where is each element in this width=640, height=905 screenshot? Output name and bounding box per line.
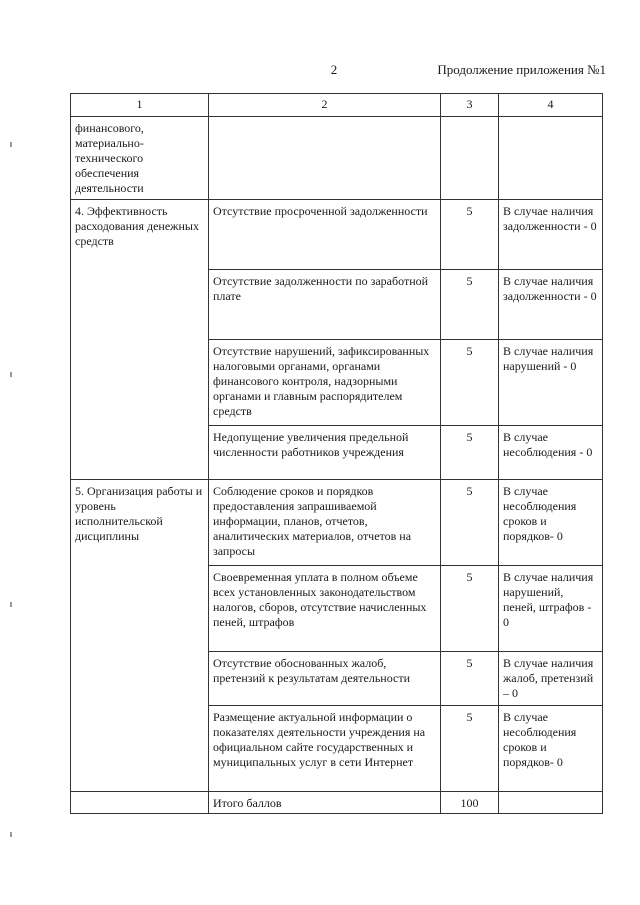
criterion-cell: 5. Организация работы и уровень исполнительской дисциплины: [71, 480, 209, 792]
condition-cell: В случае несоблюдения сроков и порядков- 0: [499, 706, 603, 792]
column-number: 3: [441, 94, 499, 117]
column-number: 1: [71, 94, 209, 117]
criterion-cell: 4. Эффективность расходования денежных средств: [71, 200, 209, 480]
points-cell: 5: [441, 340, 499, 426]
criterion-cell: [71, 792, 209, 814]
condition-cell: В случае наличия нарушений - 0: [499, 340, 603, 426]
condition-cell: В случае наличия задолженности - 0: [499, 270, 603, 340]
continuation-row: [71, 117, 603, 200]
indicator-cell: [209, 117, 441, 200]
condition-cell: [499, 117, 603, 200]
points-cell: 5: [441, 480, 499, 566]
points-cell: 5: [441, 652, 499, 706]
points-cell: 5: [441, 706, 499, 792]
points-cell: [441, 117, 499, 200]
scan-mark: [10, 832, 12, 837]
indicator-cell: Недопущение увеличения предельной численности работников учреждения: [209, 426, 441, 480]
page-number: 2: [330, 62, 338, 77]
condition-cell: В случае несоблюдения сроков и порядков- 0: [499, 480, 603, 566]
condition-cell: [499, 792, 603, 814]
total-row: [71, 792, 603, 814]
indicator-cell: Отсутствие обоснованных жалоб, претензий к результатам деятельности: [209, 652, 441, 706]
scan-mark: [10, 602, 12, 607]
criteria-table: [70, 93, 603, 814]
indicator-cell: Отсутствие просроченной задолженности: [209, 200, 441, 270]
indicator-cell: Своевременная уплата в полном объеме всех установленных законодательством налогов, сборов, отсутствие начисленных пеней, штрафов: [209, 566, 441, 652]
points-cell: 5: [441, 426, 499, 480]
column-number-row: [71, 94, 603, 117]
scan-mark: [10, 142, 12, 147]
table-row: [71, 480, 603, 566]
total-label: Итого баллов: [209, 792, 441, 814]
condition-cell: В случае наличия задолженности - 0: [499, 200, 603, 270]
table-row: [71, 200, 603, 270]
criterion-cell: финансового, материально-технического обеспечения деятельности: [71, 117, 209, 200]
indicator-cell: Отсутствие задолженности по заработной плате: [209, 270, 441, 340]
condition-cell: В случае несоблюдения - 0: [499, 426, 603, 480]
points-cell: 5: [441, 200, 499, 270]
indicator-cell: Размещение актуальной информации о показателях деятельности учреждения на официальном сайте государственных и муниципальных услуг в сети Интернет: [209, 706, 441, 792]
points-cell: 5: [441, 566, 499, 652]
condition-cell: В случае наличия жалоб, претензий – 0: [499, 652, 603, 706]
indicator-cell: Соблюдение сроков и порядков предоставления запрашиваемой информации, планов, отчетов, аналитических материалов, отчетов на запросы: [209, 480, 441, 566]
appendix-caption: Продолжение приложения №1: [437, 62, 606, 77]
total-points: 100: [441, 792, 499, 814]
indicator-cell: Отсутствие нарушений, зафиксированных налоговыми органами, органами финансового контроля, надзорными органами и главным распорядителем средств: [209, 340, 441, 426]
column-number: 2: [209, 94, 441, 117]
condition-cell: В случае наличия нарушений, пеней, штрафов - 0: [499, 566, 603, 652]
points-cell: 5: [441, 270, 499, 340]
scan-mark: [10, 372, 12, 377]
column-number: 4: [499, 94, 603, 117]
